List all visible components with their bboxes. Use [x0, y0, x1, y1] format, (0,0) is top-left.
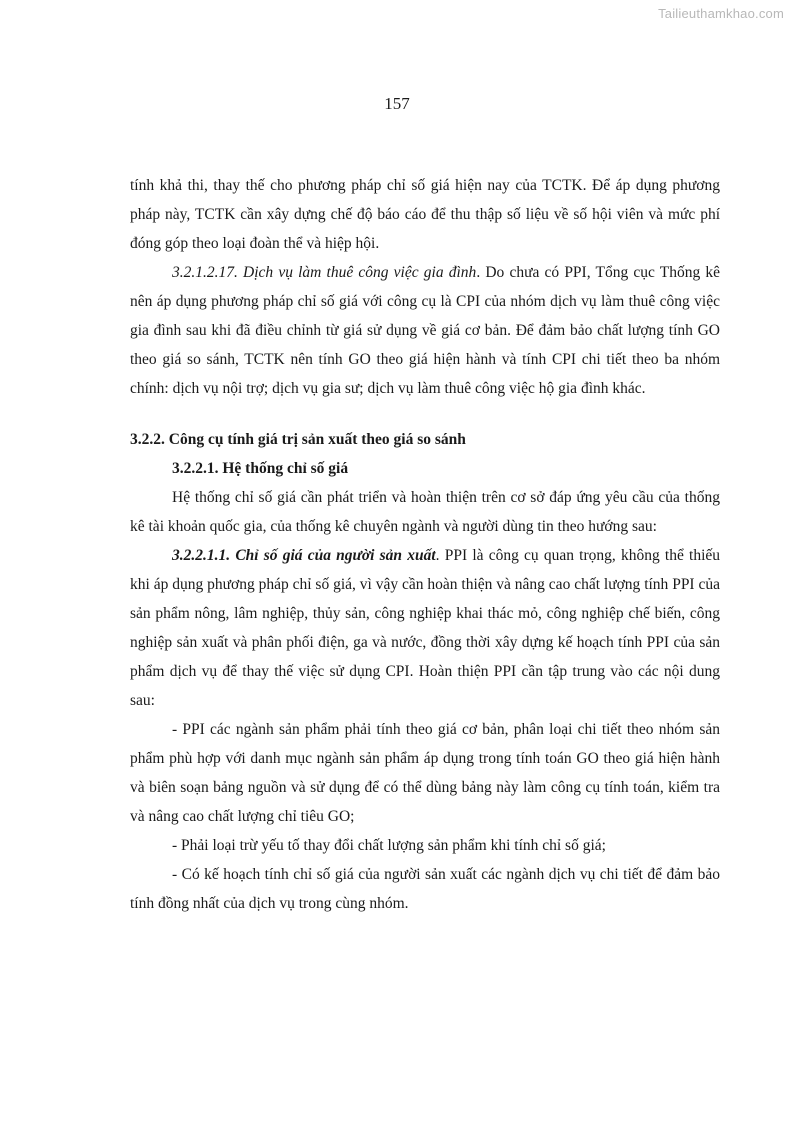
watermark: Tailieuthamkhao.com: [658, 6, 784, 21]
paragraph-text: . Do chưa có PPI, Tổng cục Thống kê nên áp dụng phương pháp chỉ số giá với công cụ là CPI của nhóm dịch vụ làm thuê công việc gia đình sau khi đã điều chỉnh từ giá sử dụng về giá cơ bản. Để đảm bảo chất lượng tính GO theo giá so sánh, TCTK nên tính GO theo giá hiện hành và tính CPI chi tiết theo ba nhóm chính: dịch vụ nội trợ; dịch vụ gia sư; dịch vụ làm thuê công việc hộ gia đình khác.: [130, 264, 721, 397]
paragraph: Hệ thống chỉ số giá cần phát triển và hoàn thiện trên cơ sở đáp ứng yêu cầu của thống kê tài khoản quốc gia, của thống kê chuyên ngành và người dùng tin theo hướng sau:: [130, 489, 720, 535]
list-item: - Có kế hoạch tính chỉ số giá của người sản xuất các ngành dịch vụ chi tiết để đảm bảo tính đồng nhất của dịch vụ trong cùng nhóm.: [130, 866, 720, 912]
section-lead-italic: 3.2.1.2.17. Dịch vụ làm thuê công việc gia đình: [172, 264, 477, 281]
document-body: [130, 171, 720, 918]
paragraph: [130, 541, 720, 715]
section-lead-bold-italic: 3.2.2.1.1. Chỉ số giá của người sản xuất: [172, 547, 436, 564]
section-heading: 3.2.2. Công cụ tính giá trị sản xuất theo giá so sánh: [130, 431, 466, 448]
page-number: 157: [384, 94, 410, 113]
list-item: - Phải loại trừ yếu tố thay đổi chất lượng sản phẩm khi tính chỉ số giá;: [172, 837, 606, 854]
list-item: - PPI các ngành sản phẩm phải tính theo giá cơ bản, phân loại chi tiết theo nhóm sản phẩm phù hợp với danh mục ngành sản phẩm áp dụng trong tính toán GO theo giá hiện hành và biên soạn bảng nguồn và sử dụng để có thể dùng bảng này làm công cụ tính toán, kiểm tra và nâng cao chất lượng chỉ tiêu GO;: [130, 721, 720, 825]
paragraph: tính khả thi, thay thế cho phương pháp chỉ số giá hiện nay của TCTK. Để áp dụng phương pháp này, TCTK cần xây dựng chế độ báo cáo để thu thập số liệu về số hội viên và mức phí đóng góp theo loại đoàn thể và hiệp hội.: [130, 177, 720, 252]
paragraph-text: . PPI là công cụ quan trọng, không thể thiếu khi áp dụng phương pháp chỉ số giá, vì vậy cần hoàn thiện và nâng cao chất lượng tính PPI của sản phẩm nông, lâm nghiệp, thủy sản, công nghiệp khai thác mỏ, công nghiệp chế biến, công nghiệp sản xuất và phân phối điện, ga và nước, đồng thời xây dựng kế hoạch tính PPI của sản phẩm dịch vụ để thay thế việc sử dụng CPI. Hoàn thiện PPI cần tập trung vào các nội dung sau:: [130, 547, 721, 709]
subsection-heading: 3.2.2.1. Hệ thống chỉ số giá: [172, 460, 349, 477]
paragraph: [130, 258, 720, 403]
